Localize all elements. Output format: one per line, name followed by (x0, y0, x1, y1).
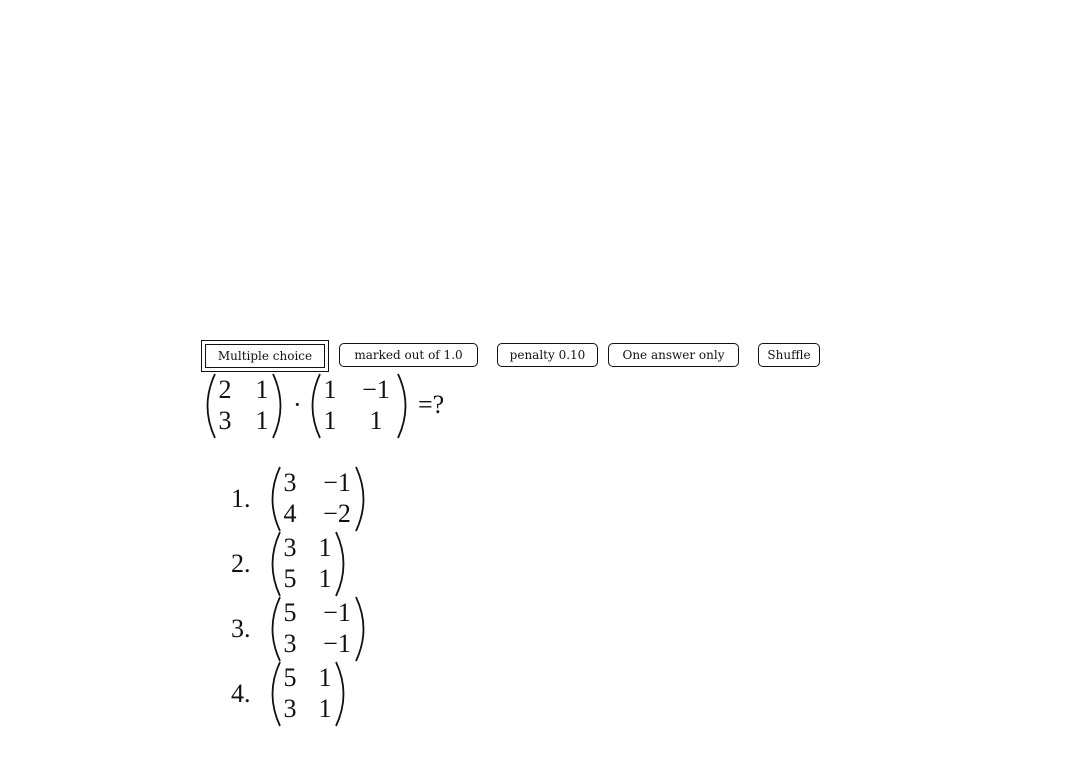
marks-label: marked out of 1.0 (354, 348, 463, 362)
matrix-cell: 3 (283, 694, 297, 724)
matrix-cell: 2 (218, 374, 232, 404)
matrix-cell: 1 (318, 532, 332, 562)
answer-matrix-3 (268, 596, 368, 662)
single-answer-label: One answer only (622, 348, 725, 362)
shuffle-label: Shuffle (767, 348, 811, 362)
question-type-label: Multiple choice (217, 349, 313, 363)
marks-tag (339, 343, 478, 367)
matrix-cell: −1 (323, 629, 351, 659)
shuffle-tag (758, 343, 820, 367)
matrix-cell: 1 (323, 374, 337, 404)
matrix-cell: 1 (255, 406, 269, 436)
matrix-cell: −1 (323, 597, 351, 627)
answer-number-2: 2. (231, 549, 251, 578)
answer-matrix-4 (268, 661, 348, 727)
matrix-cell: 1 (318, 564, 332, 594)
matrix-cell: 5 (283, 564, 297, 594)
matrix-cell: 4 (283, 499, 297, 529)
matrix-cell: 3 (283, 467, 297, 497)
penalty-tag (497, 343, 598, 367)
matrix-cell: 3 (283, 629, 297, 659)
single-answer-tag (608, 343, 739, 367)
matrix-cell: 1 (323, 406, 337, 436)
matrix-cell: 1 (318, 694, 332, 724)
question-matrix-a (203, 373, 285, 439)
answer-number-1: 1. (231, 484, 251, 513)
matrix-cell: −1 (323, 467, 351, 497)
multiply-operator: · (293, 390, 302, 419)
question-type-tag (201, 340, 329, 372)
equals-question: =? (418, 390, 445, 419)
answer-matrix-2 (268, 531, 348, 597)
answer-matrix-1 (268, 466, 368, 532)
matrix-cell: 1 (318, 662, 332, 692)
matrix-cell: 5 (283, 662, 297, 692)
answer-number-4: 4. (231, 679, 251, 708)
matrix-cell: 3 (283, 532, 297, 562)
penalty-label: penalty 0.10 (509, 348, 586, 362)
matrix-cell: −2 (323, 499, 351, 529)
matrix-cell: 5 (283, 597, 297, 627)
matrix-cell: 1 (369, 406, 383, 436)
matrix-cell: 3 (218, 406, 232, 436)
matrix-cell: −1 (362, 374, 390, 404)
matrix-cell: 1 (255, 374, 269, 404)
answer-number-3: 3. (231, 614, 251, 643)
question-matrix-b (308, 373, 410, 439)
